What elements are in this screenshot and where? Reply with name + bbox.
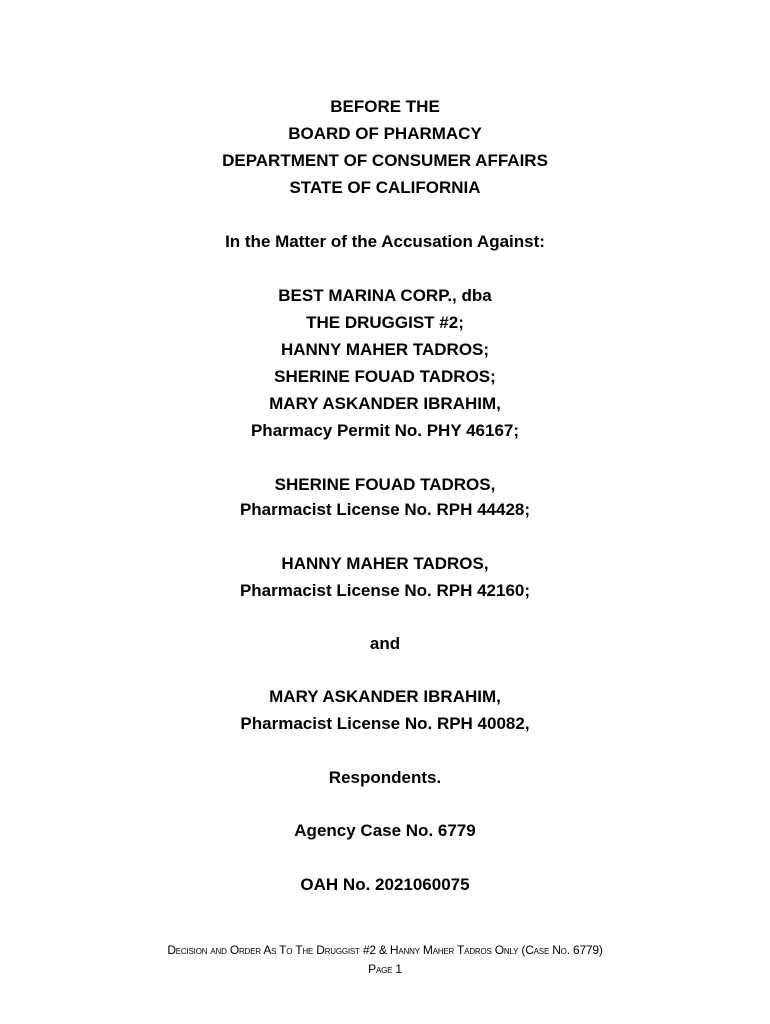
respondents-label: Respondents.: [328, 768, 442, 787]
footer-title: Decision and Order As To The Druggist #2 & Hanny Maher Tadros Only (Case No. 6779): [167, 943, 603, 957]
conjunction-and: and: [369, 634, 401, 653]
respondent-line: THE DRUGGIST #2;: [306, 313, 464, 332]
heading-line-board: BOARD OF PHARMACY: [288, 124, 482, 143]
respondent-line: BEST MARINA CORP., dba: [278, 286, 492, 305]
matter-line: In the Matter of the Accusation Against:: [225, 232, 545, 251]
permit-number-line: Pharmacy Permit No. PHY 46167;: [250, 421, 520, 440]
heading-line-state: STATE OF CALIFORNIA: [289, 178, 481, 197]
respondent-line: MARY ASKANDER IBRAHIM,: [269, 687, 501, 706]
respondent-line: SHERINE FOUAD TADROS;: [274, 367, 496, 386]
footer-page-number: Page 1: [368, 962, 402, 976]
agency-case-number: Agency Case No. 6779: [294, 821, 476, 840]
respondent-line: SHERINE FOUAD TADROS,: [274, 475, 496, 494]
respondent-line: MARY ASKANDER IBRAHIM,: [269, 394, 501, 413]
oah-number: OAH No. 2021060075: [300, 875, 470, 894]
heading-line-department: DEPARTMENT OF CONSUMER AFFAIRS: [222, 151, 548, 170]
respondent-line: HANNY MAHER TADROS;: [280, 340, 490, 359]
license-number-line: Pharmacist License No. RPH 42160;: [239, 581, 531, 600]
license-number-line: Pharmacist License No. RPH 40082,: [240, 714, 530, 733]
respondent-line: HANNY MAHER TADROS,: [281, 554, 489, 573]
license-number-line: Pharmacist License No. RPH 44428;: [239, 500, 531, 519]
heading-line-before-the: BEFORE THE: [330, 97, 440, 116]
